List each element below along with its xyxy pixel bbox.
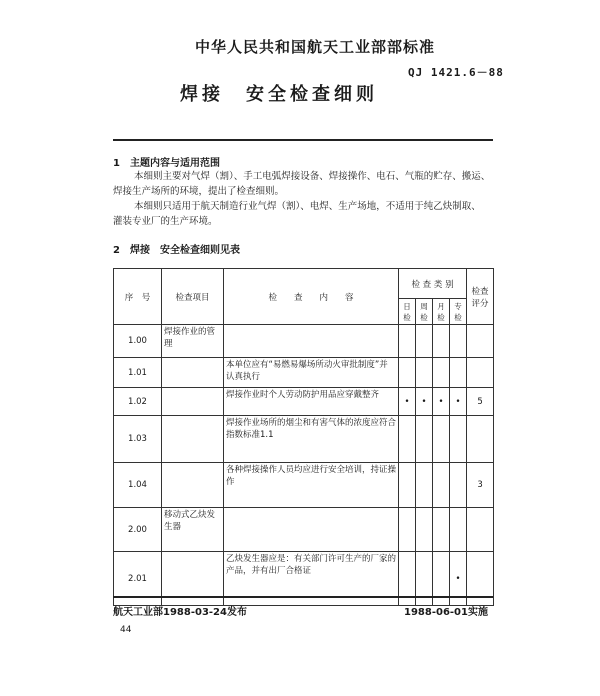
header-special: 专检: [450, 299, 467, 325]
issue-date: 航天工业部1988-03-24发布: [113, 607, 247, 618]
header-category: 检 查 类 别: [399, 269, 467, 299]
row-item: 移动式乙炔发生器: [162, 508, 224, 552]
section-1-para-1-line-2: 焊接生产场所的环境，提出了检查细则。: [113, 186, 285, 197]
header-daily: 日检: [399, 299, 416, 325]
header-monthly: 月检: [433, 299, 450, 325]
row-monthly: [433, 416, 450, 463]
header-rule: [113, 139, 493, 141]
row-daily: [399, 416, 416, 463]
row-daily: [399, 358, 416, 388]
row-no: 1.02: [114, 388, 162, 416]
row-monthly: [433, 508, 450, 552]
row-item: [162, 388, 224, 416]
header-weekly: 周检: [416, 299, 433, 325]
row-content: 焊接作业场所的烟尘和有害气体的浓度应符合指数标准1.1: [224, 416, 399, 463]
table-row: [114, 416, 494, 463]
standard-number: QJ 1421.6－88: [408, 66, 504, 79]
table-row: [114, 508, 494, 552]
section-1-para-2-line-1: 本细则只适用于航天制造行业气焊（割）、电焊、生产场地，不适用于纯乙炔制取、: [134, 201, 481, 212]
row-content: 焊接作业时个人劳动防护用品应穿戴整齐: [224, 388, 399, 416]
table-row: [114, 463, 494, 508]
row-item: [162, 416, 224, 463]
row-weekly: [416, 463, 433, 508]
document-title: 焊接 安全检查细则: [180, 84, 378, 105]
row-no: 1.01: [114, 358, 162, 388]
row-no: 1.04: [114, 463, 162, 508]
header-item: 检查项目: [162, 269, 224, 325]
row-score: 3: [467, 463, 494, 508]
table-row: [114, 358, 494, 388]
header-score: 检查评分: [467, 269, 494, 325]
row-item: 焊接作业的管理: [162, 325, 224, 358]
row-content: [224, 325, 399, 358]
row-monthly: [433, 358, 450, 388]
row-content: [224, 508, 399, 552]
issuing-organization: 中华人民共和国航天工业部部标准: [195, 38, 436, 56]
row-special: [450, 358, 467, 388]
row-daily: •: [399, 388, 416, 416]
row-score: [467, 358, 494, 388]
row-score: [467, 416, 494, 463]
row-score: [467, 325, 494, 358]
section-2-heading: 2 焊接 安全检查细则见表: [113, 245, 240, 256]
effective-date: 1988-06-01实施: [404, 607, 488, 618]
row-daily: [399, 508, 416, 552]
row-daily: [399, 325, 416, 358]
row-score: [467, 508, 494, 552]
section-1-para-2-line-2: 灌装专业厂的生产环境。: [113, 216, 218, 227]
row-content: 各种焊接操作人员均应进行安全培训，持证操作: [224, 463, 399, 508]
row-special: •: [450, 552, 467, 606]
row-no: 2.01: [114, 552, 162, 606]
row-no: 1.03: [114, 416, 162, 463]
row-item: [162, 358, 224, 388]
row-weekly: [416, 325, 433, 358]
row-daily: [399, 463, 416, 508]
row-monthly: [433, 325, 450, 358]
row-monthly: [433, 463, 450, 508]
row-weekly: [416, 508, 433, 552]
row-special: •: [450, 388, 467, 416]
row-content: 乙炔发生器应是：有关部门许可生产的厂家的产品，并有出厂合格证: [224, 552, 399, 606]
section-1-heading: 1 主题内容与适用范围: [113, 158, 220, 169]
page-number: 44: [120, 625, 132, 635]
row-weekly: [416, 358, 433, 388]
table-row: [114, 325, 494, 358]
row-weekly: •: [416, 388, 433, 416]
row-item: [162, 463, 224, 508]
header-no: 序 号: [114, 269, 162, 325]
row-content: 本单位应有“易燃易爆场所动火审批制度”并认真执行: [224, 358, 399, 388]
footer-rule: [113, 596, 493, 598]
section-1-para-1-line-1: 本细则主要对气焊（割）、手工电弧焊接设备、焊接操作、电石、气瓶的贮存、搬运、: [134, 171, 491, 182]
row-weekly: [416, 416, 433, 463]
row-special: [450, 416, 467, 463]
header-content: 检 查 内 容: [224, 269, 399, 325]
row-special: [450, 508, 467, 552]
row-special: [450, 325, 467, 358]
row-special: [450, 463, 467, 508]
row-no: 1.00: [114, 325, 162, 358]
row-monthly: •: [433, 388, 450, 416]
inspection-table: [113, 268, 494, 606]
table-row: [114, 388, 494, 416]
row-no: 2.00: [114, 508, 162, 552]
row-score: 5: [467, 388, 494, 416]
